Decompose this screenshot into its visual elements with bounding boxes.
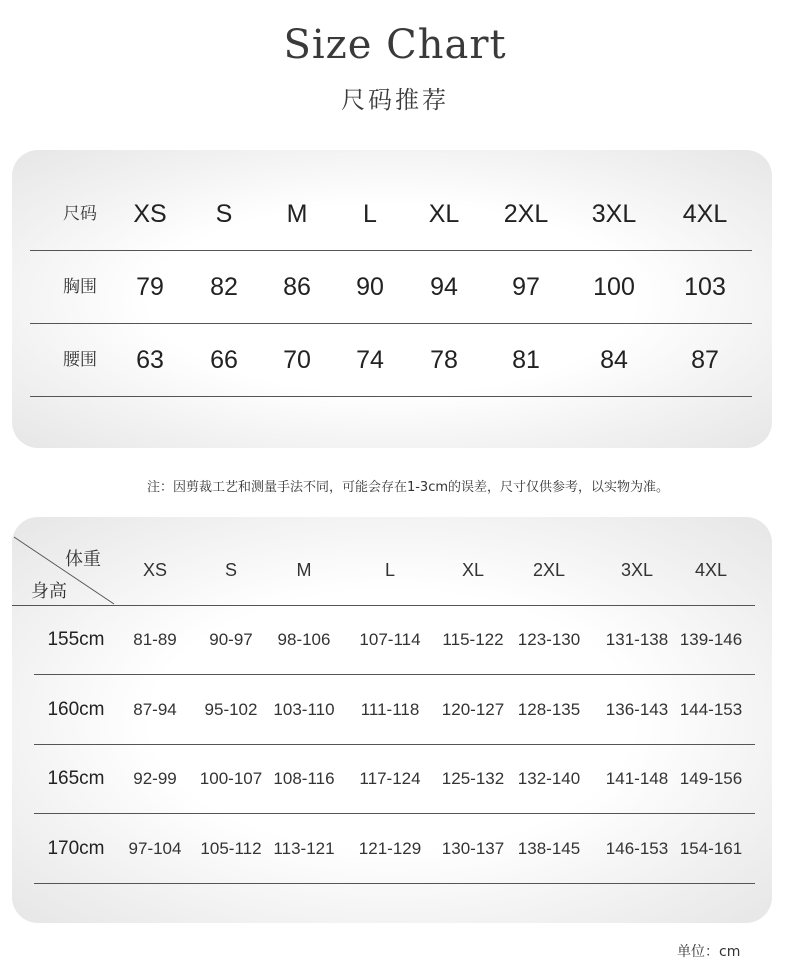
weight-range: 98-106: [277, 630, 331, 649]
waist-row: [30, 324, 752, 397]
size-label: XS: [142, 560, 168, 580]
size-label: L: [363, 200, 377, 228]
measurement-value: 82: [210, 273, 238, 301]
size-header-row: [30, 178, 752, 251]
weight-range: 144-153: [679, 700, 743, 719]
size-label: XL: [461, 560, 485, 580]
weight-range: 105-112: [200, 839, 262, 858]
measurement-value: 81: [512, 346, 540, 374]
corner-label-height: 身高: [31, 581, 67, 602]
corner-label-weight: 体重: [65, 549, 101, 570]
height-label: 165cm: [47, 768, 105, 789]
weight-range: 154-161: [679, 839, 743, 858]
height-label: 170cm: [47, 838, 105, 859]
measurement-note: 注：因剪裁工艺和测量手法不同，可能会存在1-3cm的误差，尺寸仅供参考，以实物为准。: [146, 480, 670, 495]
size-label: S: [224, 560, 238, 580]
unit-label: 单位：cm: [677, 944, 741, 960]
weight-range: 81-89: [133, 630, 177, 649]
measurement-value: 74: [356, 346, 384, 374]
row-label: 腰围: [63, 350, 97, 370]
size-label: 3XL: [620, 560, 654, 580]
size-label: XS: [133, 200, 167, 228]
table-row: [34, 744, 755, 814]
weight-range: 149-156: [679, 769, 743, 788]
row-label: 尺码: [63, 204, 97, 224]
height-label: 155cm: [47, 629, 105, 650]
weight-range: 87-94: [133, 700, 177, 719]
weight-range: 95-102: [204, 700, 258, 719]
weight-range: 146-153: [605, 839, 669, 858]
size-label: 2XL: [532, 560, 566, 580]
size-label: 4XL: [694, 560, 728, 580]
weight-range: 121-129: [358, 839, 422, 858]
bust-row: [30, 251, 752, 324]
table-row: [34, 605, 755, 675]
weight-range: 92-99: [133, 769, 177, 788]
size-label: 4XL: [682, 200, 728, 228]
weight-range: 117-124: [359, 769, 421, 788]
measurement-value: 86: [283, 273, 311, 301]
measurement-value: 63: [136, 346, 164, 374]
weight-range: 113-121: [273, 839, 335, 858]
size-label: XL: [428, 200, 460, 228]
weight-range: 141-148: [605, 769, 669, 788]
weight-range: 111-118: [360, 700, 420, 719]
page-subtitle: 尺码推荐: [341, 86, 449, 114]
size-label: M: [296, 560, 312, 580]
measurement-value: 84: [600, 346, 628, 374]
weight-range: 123-130: [517, 630, 581, 649]
size-label: M: [286, 200, 308, 228]
weight-range: 130-137: [441, 839, 505, 858]
row-label: 胸围: [63, 277, 97, 297]
weight-range: 139-146: [679, 630, 743, 649]
weight-range: 128-135: [517, 700, 581, 719]
measurement-value: 70: [283, 346, 311, 374]
size-label: L: [384, 560, 396, 580]
weight-range: 120-127: [441, 700, 505, 719]
measurement-value: 87: [691, 346, 719, 374]
weight-range: 132-140: [517, 769, 581, 788]
table-row: [34, 675, 755, 745]
size-label: S: [215, 200, 233, 228]
weight-table-header: [12, 535, 755, 606]
table-row: [34, 814, 755, 884]
measurement-value: 79: [136, 273, 164, 301]
measurement-value: 78: [430, 346, 458, 374]
weight-range: 90-97: [209, 630, 253, 649]
weight-range: 131-138: [605, 630, 669, 649]
weight-range: 97-104: [128, 839, 182, 858]
measurement-value: 100: [593, 273, 635, 301]
page-title: Size Chart: [283, 22, 507, 68]
weight-range: 108-116: [273, 769, 335, 788]
weight-range: 136-143: [605, 700, 669, 719]
weight-range: 100-107: [199, 769, 263, 788]
size-label: 2XL: [503, 200, 549, 228]
height-label: 160cm: [47, 699, 105, 720]
weight-range: 103-110: [273, 700, 335, 719]
measurement-value: 103: [684, 273, 726, 301]
measurement-value: 90: [356, 273, 384, 301]
weight-range: 125-132: [441, 769, 505, 788]
weight-range: 107-114: [359, 630, 421, 649]
measurement-value: 94: [430, 273, 458, 301]
weight-range: 115-122: [442, 630, 504, 649]
measurement-value: 66: [210, 346, 238, 374]
size-label: 3XL: [591, 200, 637, 228]
measurement-value: 97: [512, 273, 540, 301]
weight-range: 138-145: [517, 839, 581, 858]
